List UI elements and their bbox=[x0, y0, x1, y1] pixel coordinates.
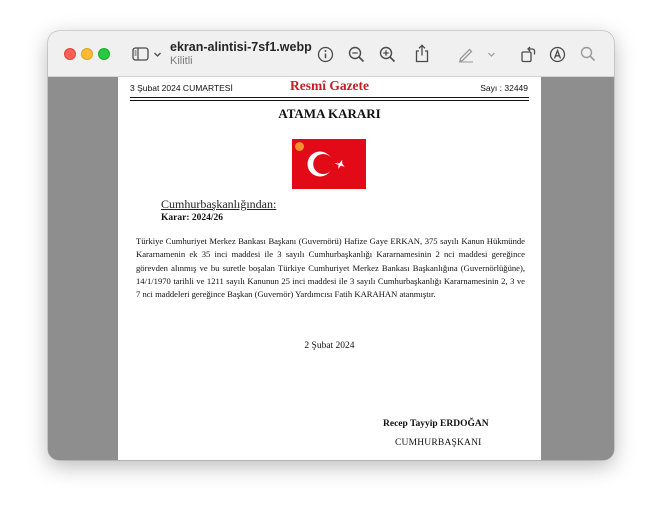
decision-number: Karar: 2024/26 bbox=[161, 213, 224, 223]
close-button[interactable] bbox=[64, 48, 76, 60]
header-divider-thin bbox=[130, 100, 529, 101]
file-status[interactable]: Kilitli bbox=[170, 55, 193, 67]
decision-body: Türkiye Cumhuriyet Merkez Bankası Başkanı (Guvernörü) Hafize Gaye ERKAN, 375 sayılı Kanun Hükmünde Kararnamenin ek 35 inci maddesi ile 3 sayılı Cumhurbaşkanlığı Kararnamesinin 2 nci maddesi gereğince görevden alınmış ve bu suretle boşalan Türkiye Cumhuriyet Merkez Bankası Başkanlığına (Guvernörlüğüne), 14/1/1970 tarihli ve 1211 sayılı Kanunun 25 inci maddesi ile 3 sayılı Cumhurbaşkanlığı Kararnamesinin 2, 3 ve 7 nci maddeleri gereğince Başkan (Guvernör) Yardımcısı Fatih KARAHAN atanmıştır. bbox=[136, 236, 525, 300]
decision-date: 2 Şubat 2024 bbox=[304, 341, 355, 351]
document-title bbox=[170, 40, 312, 68]
gazette-date: 3 Şubat 2024 CUMARTESİ bbox=[130, 83, 233, 93]
preview-window bbox=[48, 31, 614, 460]
sidebar-toggle-button[interactable] bbox=[130, 45, 164, 63]
zoom-in-icon bbox=[379, 46, 396, 63]
sidebar-icon bbox=[132, 47, 149, 61]
gazette-issue: Sayı : 32449 bbox=[480, 83, 528, 93]
chevron-down-icon bbox=[153, 50, 162, 59]
decision-heading: ATAMA KARARI bbox=[278, 106, 381, 121]
authority-line: Cumhurbaşkanlığından: bbox=[161, 197, 277, 211]
file-name: ekran-alintisi-7sf1.webp bbox=[170, 40, 312, 54]
header-divider bbox=[130, 97, 529, 98]
rotate-icon bbox=[520, 46, 537, 63]
signer-title: CUMHURBAŞKANI bbox=[395, 438, 482, 448]
share-button[interactable] bbox=[412, 42, 432, 64]
search-button[interactable] bbox=[578, 44, 598, 64]
markup-options-button[interactable] bbox=[484, 48, 498, 60]
zoom-in-button[interactable] bbox=[377, 44, 397, 64]
markup-toolbar-button[interactable] bbox=[547, 44, 567, 64]
chevron-down-icon bbox=[487, 50, 496, 59]
minimize-button[interactable] bbox=[81, 48, 93, 60]
title-bar bbox=[48, 31, 614, 77]
search-icon bbox=[580, 46, 596, 62]
markup-pen-icon bbox=[457, 45, 475, 63]
fullscreen-button[interactable] bbox=[98, 48, 110, 60]
share-icon bbox=[414, 44, 430, 63]
info-button[interactable] bbox=[315, 44, 335, 64]
stamp-mark bbox=[295, 142, 304, 151]
rotate-button[interactable] bbox=[518, 44, 538, 64]
markup-a-icon bbox=[549, 46, 566, 63]
document-page bbox=[118, 77, 541, 460]
markup-button[interactable] bbox=[456, 44, 476, 64]
info-icon bbox=[317, 46, 334, 63]
signer-name: Recep Tayyip ERDOĞAN bbox=[383, 419, 489, 429]
gazette-title: Resmî Gazete bbox=[289, 78, 370, 93]
zoom-out-button[interactable] bbox=[346, 44, 366, 64]
zoom-out-icon bbox=[348, 46, 365, 63]
